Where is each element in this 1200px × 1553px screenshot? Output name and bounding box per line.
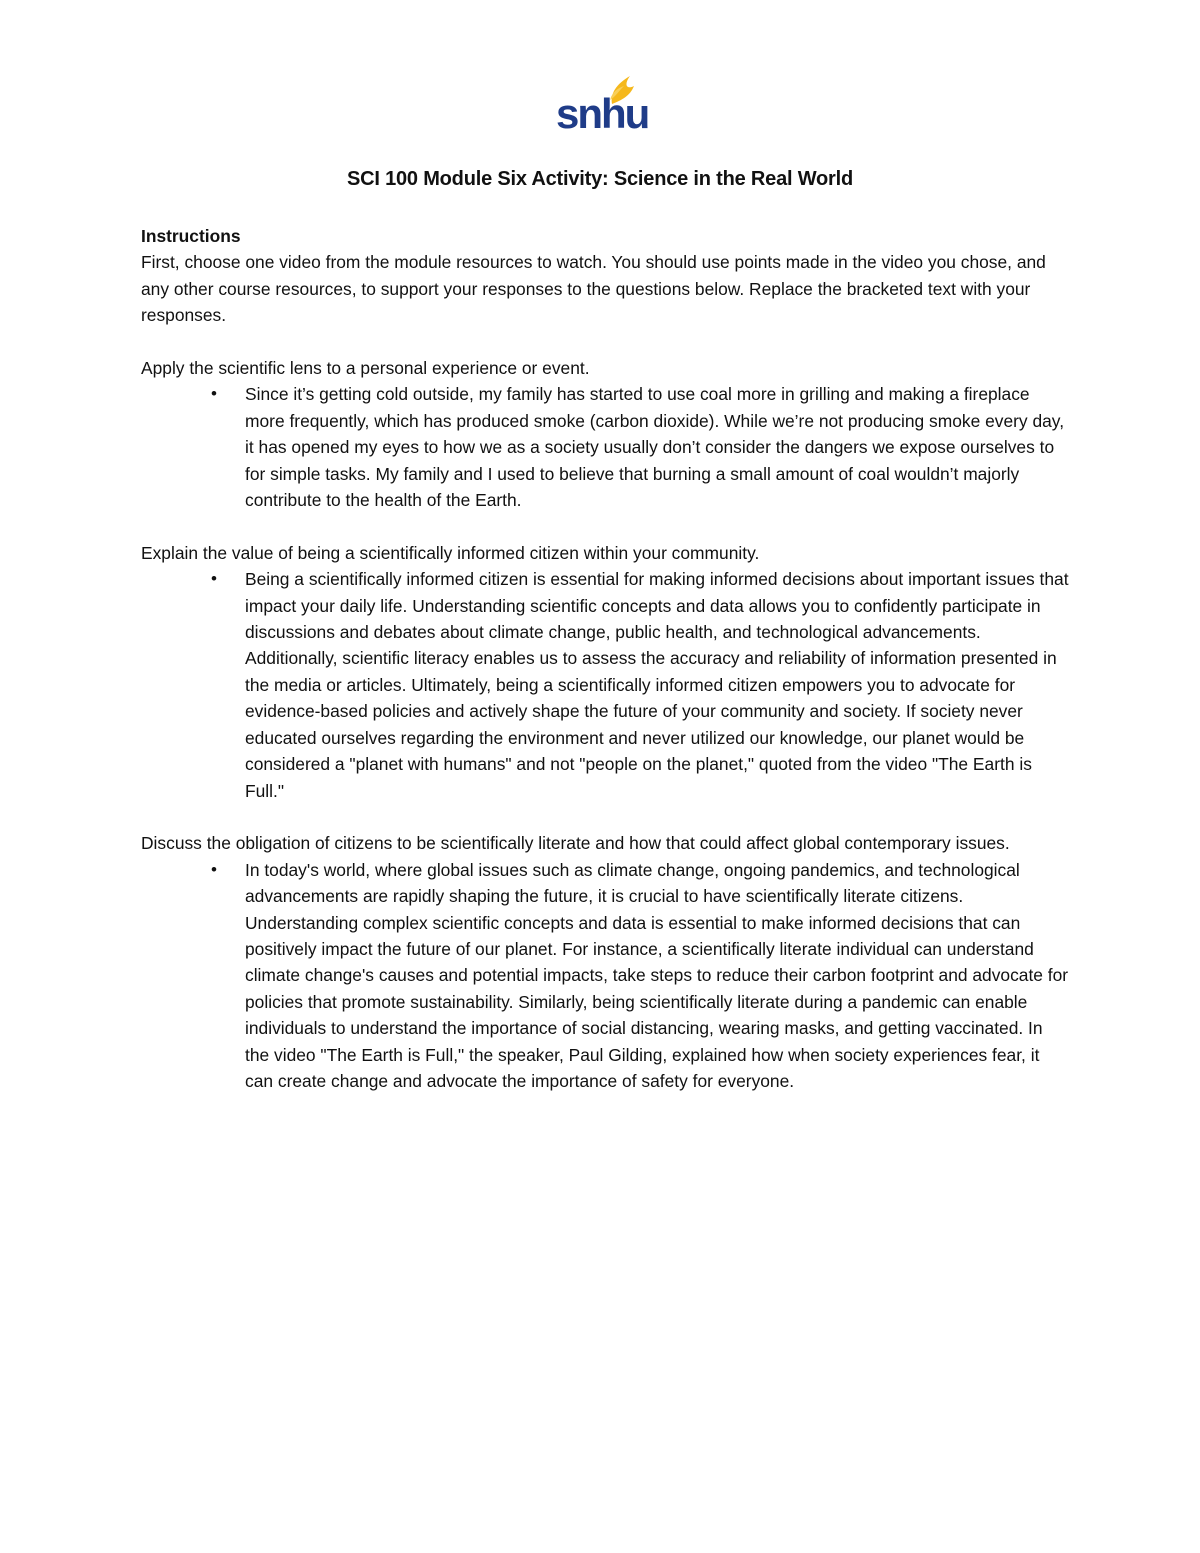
- answer-list: [141, 381, 1071, 513]
- snhu-logo: [548, 70, 648, 136]
- spacer: [141, 804, 1071, 830]
- question-section-3: [141, 830, 1071, 1094]
- instructions-text: First, choose one video from the module resources to watch. You should use points made in the video you chose, and any other course resources, to support your responses to the questions below. Replace the bracketed text with your responses.: [141, 252, 1046, 326]
- answer-list: [141, 566, 1071, 804]
- answer-text: In today's world, where global issues such as climate change, ongoing pandemics, and technological advancements are rapidly shaping the future, it is crucial to have scientifically literate citizens. Understanding complex scientific concepts and data is essential to make informed decisions that can positively impact the future of our planet. For instance, a scientifically literate individual can understand climate change's causes and potential impacts, take steps to reduce their carbon footprint and advocate for policies that promote sustainability. Similarly, being scientifically literate during a pandemic can enable individuals to understand the importance of social distancing, wearing masks, and getting vaccinated. In the video "The Earth is Full," the speaker, Paul Gilding, explained how when society experiences fear, it can create change and advocate the importance of safety for everyone.: [245, 859, 1069, 1091]
- spacer: [141, 513, 1071, 539]
- question-section-2: [141, 540, 1071, 804]
- answer-list: [141, 857, 1071, 1095]
- question-prompt: Apply the scientific lens to a personal experience or event.: [141, 358, 590, 379]
- snhu-logo-graphic: [548, 70, 648, 136]
- instructions-heading: Instructions: [141, 226, 241, 246]
- spacer: [141, 329, 1071, 355]
- answer-item: [141, 381, 1071, 513]
- bullet-icon: •: [211, 384, 217, 404]
- document-title: SCI 100 Module Six Activity: Science in the Real World: [346, 168, 853, 190]
- answer-text: Since it’s getting cold outside, my family has started to use coal more in grilling and making a fireplace more frequently, which has produced smoke (carbon dioxide). While we’re not producing smoke every day, it has opened my eyes to how we as a society usually don’t consider the dangers we expose ourselves to for simple tasks. My family and I used to believe that burning a small amount of coal wouldn’t majorly contribute to the health of the Earth.: [245, 384, 1065, 511]
- document-body: [141, 223, 1071, 1094]
- answer-item: [141, 566, 1071, 804]
- answer-text: Being a scientifically informed citizen is essential for making informed decisions about important issues that impact your daily life. Understanding scientific concepts and data allows you to confidently participate in discussions and debates about climate change, public health, and technological advancements. Additionally, scientific literacy enables us to assess the accuracy and reliability of information presented in the media or articles. Ultimately, being a scientifically informed citizen empowers you to advocate for evidence-based policies and actively shape the future of your community and society. If society never educated ourselves regarding the environment and never utilized our knowledge, our planet would be considered a "planet with humans" and not "people on the planet," quoted from the video "The Earth is Full.": [245, 569, 1069, 801]
- question-prompt: Discuss the obligation of citizens to be scientifically literate and how that could affect global contemporary issues.: [141, 833, 1010, 854]
- logo-wordmark: snhu: [556, 90, 648, 136]
- question-prompt: Explain the value of being a scientifically informed citizen within your community.: [141, 542, 760, 563]
- bullet-icon: •: [211, 859, 217, 879]
- question-section-1: [141, 355, 1071, 513]
- answer-item: [141, 857, 1071, 1095]
- bullet-icon: •: [211, 569, 217, 589]
